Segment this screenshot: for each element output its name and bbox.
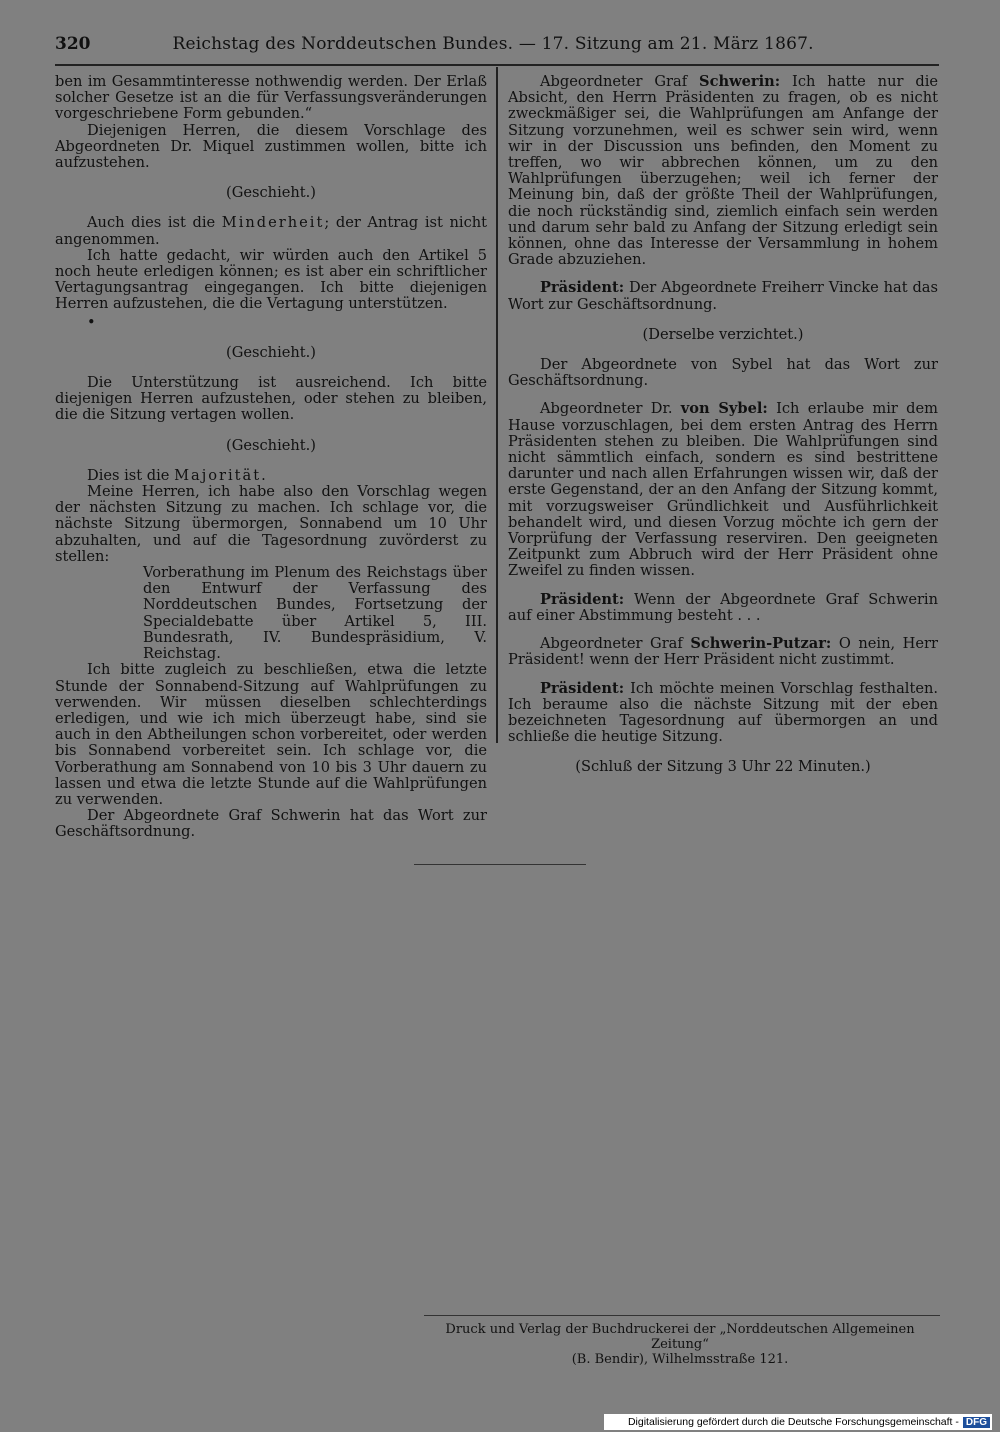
column-divider: [496, 67, 498, 743]
stage-direction: (Geschieht.): [226, 436, 316, 454]
speech-paragraph: [508, 280, 938, 312]
emphasis: Minderheit: [221, 214, 325, 232]
paragraph-text: Ich möchte meinen Vorschlag festhalten. Ich beraume also die nächste Sitzung mit der eben bezeichneten Tagesordnung auf übermorgen an und schließe die heutige Sitzung.: [508, 679, 938, 746]
speech-paragraph: [508, 74, 938, 268]
paragraph: Die Unterstützung ist ausreichend. Ich bitte diejenigen Herren aufzustehen, oder stehen zu bleiben, die die Sitzung vertagen wollen.: [55, 374, 487, 424]
paragraph-text: Abgeordneter Graf: [540, 635, 691, 653]
speaker-name: Präsident:: [540, 279, 625, 297]
stage-direction: (Schluß der Sitzung 3 Uhr 22 Minuten.): [575, 758, 871, 776]
page-number: 320: [55, 34, 91, 54]
speaker-name: Schwerin:: [699, 73, 781, 90]
paragraph: [55, 215, 487, 247]
speaker-name: von Sybel:: [680, 400, 768, 418]
paragraph-text: .: [261, 466, 266, 484]
credit-text: Digitalisierung gefördert durch die Deutsche Forschungsgemeinschaft -: [627, 1416, 959, 1428]
paragraph: Diejenigen Herren, die diesem Vorschlage des Abgeordneten Dr. Miquel zustimmen wollen, bitte ich aufzustehen.: [55, 121, 487, 172]
page-header: [55, 34, 935, 54]
stray-mark: •: [87, 313, 96, 331]
imprint: [430, 1322, 930, 1367]
left-column: [55, 74, 487, 841]
speech-paragraph: [508, 636, 938, 668]
paragraph-text: Abgeordneter Graf: [540, 73, 700, 90]
speech-paragraph: [508, 681, 938, 746]
imprint-rule: [424, 1315, 940, 1316]
right-column: [508, 74, 938, 790]
speaker-name: Präsident:: [540, 590, 625, 608]
paragraph: Der Abgeordnete Graf Schwerin hat das Wort zur Geschäftsordnung.: [55, 807, 487, 841]
paragraph-text: Ich erlaube mir dem Hause vorzuschlagen, bei dem ersten Antrag des Herrn Präsidenten stehen zu bleiben. Die Wahlprüfungen sind nicht sämmtlich einfach, sondern es sind bestrittene darunter und nach allen Erfahrungen wissen wir, daß der erste Gegenstand, der an den Anfang der Sitzung kommt, mit vorzugsweiser Gründlichkeit und Ausführlichkeit behandelt wird, und diesen Vorzug möchte ich gern der Vorprüfung der Verfassung reserviren. Den geeigneten Zeitpunkt zum Abbruch wird der Herr Präsident ohne Zweifel zu finden wissen.: [508, 400, 938, 580]
header-rule: [55, 64, 939, 66]
paragraph-text: Auch dies ist die: [87, 214, 222, 232]
stage-direction: (Geschieht.): [226, 343, 316, 361]
speech-paragraph: [508, 592, 938, 624]
speaker-name: Schwerin-Putzar:: [690, 635, 832, 653]
paragraph-text: O nein, Herr Präsident! wenn der Herr Präsident nicht zustimmt.: [508, 635, 938, 669]
paragraph-text: Der Abgeordnete Freiherr Vincke hat das Wort zur Geschäftsordnung.: [508, 279, 938, 313]
paragraph-text: ; der Antrag ist nicht angenommen.: [55, 214, 488, 248]
paragraph: Meine Herren, ich habe also den Vorschlag wegen der nächsten Sitzung zu machen. Ich schlage vor, die nächste Sitzung übermorgen, Sonnabend um 10 Uhr abzuhalten, und auf die Tagesordnung zuvörderst zu stellen:: [55, 483, 487, 565]
digitization-credit: [604, 1414, 992, 1430]
paragraph: Ich hatte gedacht, wir würden auch den Artikel 5 noch heute erledigen können; es ist aber ein schriftlicher Vertagungsantrag eingegangen. Ich bitte diejenigen Herren aufzustehen, die die Vertagung unterstützen.: [55, 246, 487, 313]
paragraph-text: Abgeordneter Dr.: [540, 400, 681, 418]
imprint-line-1: Druck und Verlag der Buchdruckerei der „Norddeutschen Allgemeinen Zeitung“: [445, 1322, 915, 1352]
stage-direction: (Derselbe verzichtet.): [642, 325, 804, 343]
paragraph: ben im Gesammtinteresse nothwendig werden. Der Erlaß solcher Gesetze ist an die für Verfassungsveränderungen vorgeschriebene Form gebunden.“: [55, 73, 487, 123]
agenda-item: Vorberathung im Plenum des Reichstags über den Entwurf der Verfassung des Norddeutschen Bundes, Fortsetzung der Specialdebatte über Artikel 5, III. Bundesrath, IV. Bundespräsidium, V. Reichstag.: [143, 564, 487, 663]
paragraph: Ich bitte zugleich zu beschließen, etwa die letzte Stunde der Sonnabend-Sitzung auf Wahlprüfungen zu verwenden. Wir müssen dieselben schlechterdings erledigen, und wie ich mich überzeugt habe, sind sie auch in den Abtheilungen schon vorbereitet, oder werden bis Sonnabend vorbereitet sein. Ich schlage vor, die Vorberathung am Sonnabend von 10 bis 3 Uhr dauern zu lassen und etwa die letzte Stunde auf die Wahlprüfungen zu verwenden.: [55, 661, 487, 808]
stage-direction: (Geschieht.): [226, 184, 316, 202]
paragraph-text: Ich hatte nur die Absicht, den Herrn Präsidenten zu fragen, ob es nicht zweckmäßiger sei, die Wahlprüfungen am Anfange der Sitzung vorzunehmen, weil es schwer sein wird, wenn wir in der Discussion uns befinden, den Moment zu treffen, wo wir abbrechen können, um zu den Wahlprüfungen überzugehen; weil ich ferner der Meinung bin, daß der größte Theil der Wahlprüfungen, die noch rückständig sind, ziemlich einfach sein werden und darum sehr bald zu Anfang der Sitzung erledigt sein können, ohne das Interesse der Versammlung in hohem Grade abzuziehen.: [508, 73, 938, 269]
paragraph-text: Wenn der Abgeordnete Graf Schwerin auf einer Abstimmung besteht . . .: [508, 590, 938, 624]
paragraph-text: Dies ist die: [87, 466, 175, 484]
imprint-line-2: (B. Bendir), Wilhelmsstraße 121.: [571, 1352, 789, 1367]
speaker-name: Präsident:: [540, 679, 625, 697]
emphasis: Majorität: [174, 466, 262, 484]
paragraph: Der Abgeordnete von Sybel hat das Wort zur Geschäftsordnung.: [508, 356, 938, 390]
end-rule: [414, 864, 586, 865]
dfg-logo: DFG: [963, 1417, 990, 1428]
speech-paragraph: [508, 401, 938, 579]
paragraph: [55, 468, 487, 484]
running-title: Reichstag des Norddeutschen Bundes. — 17. Sitzung am 21. März 1867.: [172, 34, 814, 54]
